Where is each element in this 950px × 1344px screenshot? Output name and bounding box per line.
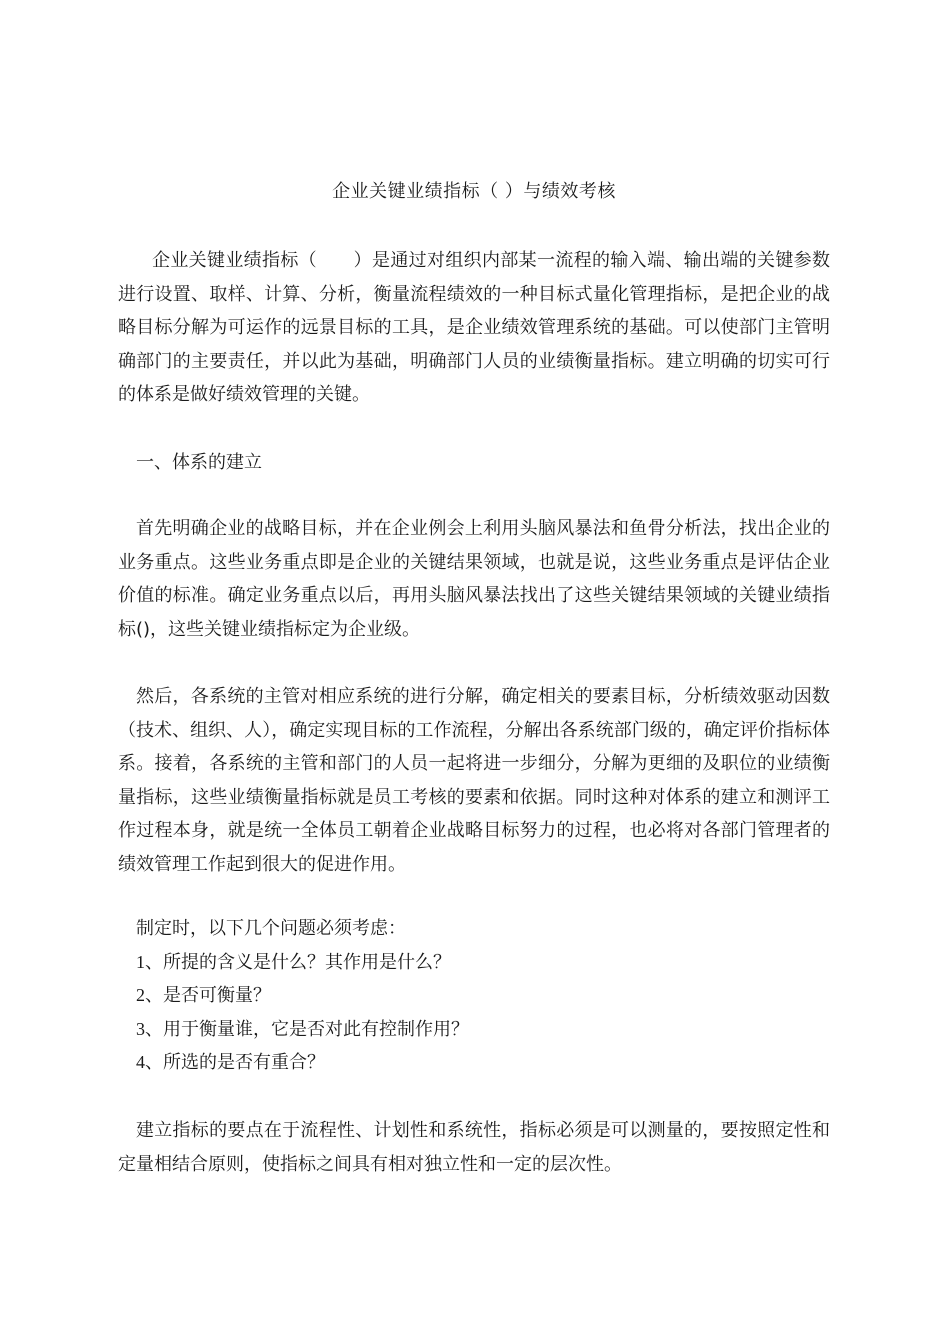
list-item (118, 1046, 830, 1080)
section-heading: 一、体系的建立 (136, 452, 262, 473)
list-item-text: 、所选的是否有重合？ (145, 1052, 325, 1074)
list-item-text: 、是否可衡量？ (145, 985, 271, 1007)
paragraph-first: 首先明确企业的战略目标，并在企业例会上利用头脑风暴法和鱼骨分析法，找出企业的业务重点。这些业务重点即是企业的关键结果领域，也就是说，这些业务重点是评估企业价值的标准。确定业务重点以后，再用头脑风暴法找出了这些关键结果领域的关键业绩指标()，这些关键业绩指标定为企业级。 (118, 518, 830, 640)
list-item-number: 3 (136, 1018, 145, 1039)
list-item (118, 946, 830, 980)
list-item-number: 2 (136, 985, 145, 1006)
list-item-number: 4 (136, 1052, 145, 1073)
document-title: 企业关键业绩指标（ ）与绩效考核 (332, 181, 616, 202)
list-item-text: 、所提的含义是什么？其作用是什么？ (145, 951, 451, 973)
paragraph-then: 然后，各系统的主管对相应系统的进行分解，确定相关的要素目标，分析绩效驱动因数（技术、组织、人），确定实现目标的工作流程，分解出各系统部门级的，确定评价指标体系。接着，各系统的主管和部门的人员一起将进一步细分，分解为更细的及职位的业绩衡量指标，这些业绩衡量指标就是员工考核的要素和依据。同时这种对体系的建立和测评工作过程本身，就是统一全体员工朝着企业战略目标努力的过程，也必将对各部门管理者的绩效管理工作起到很大的促进作用。 (118, 686, 830, 875)
paragraph-last: 建立指标的要点在于流程性、计划性和系统性，指标必须是可以测量的，要按照定性和定量相结合原则，使指标之间具有相对独立性和一定的层次性。 (118, 1120, 830, 1175)
intro-paragraph: 企业关键业绩指标（ ）是通过对组织内部某一流程的输入端、输出端的关键参数进行设置、取样、计算、分析，衡量流程绩效的一种目标式量化管理指标，是把企业的战略目标分解为可运作的远景目标的工具，是企业绩效管理系统的基础。可以使部门主管明确部门的主要责任，并以此为基础，明确部门人员的业绩衡量指标。建立明确的切实可行的体系是做好绩效管理的关键。 (118, 250, 830, 406)
list-item-number: 1 (136, 951, 145, 972)
list-item-text: 、用于衡量谁，它是否对此有控制作用？ (145, 1018, 469, 1040)
considerations-list (118, 912, 830, 1080)
list-item (118, 979, 830, 1013)
list-item (118, 1013, 830, 1047)
list-lead: 制定时，以下几个问题必须考虑： (136, 918, 406, 939)
